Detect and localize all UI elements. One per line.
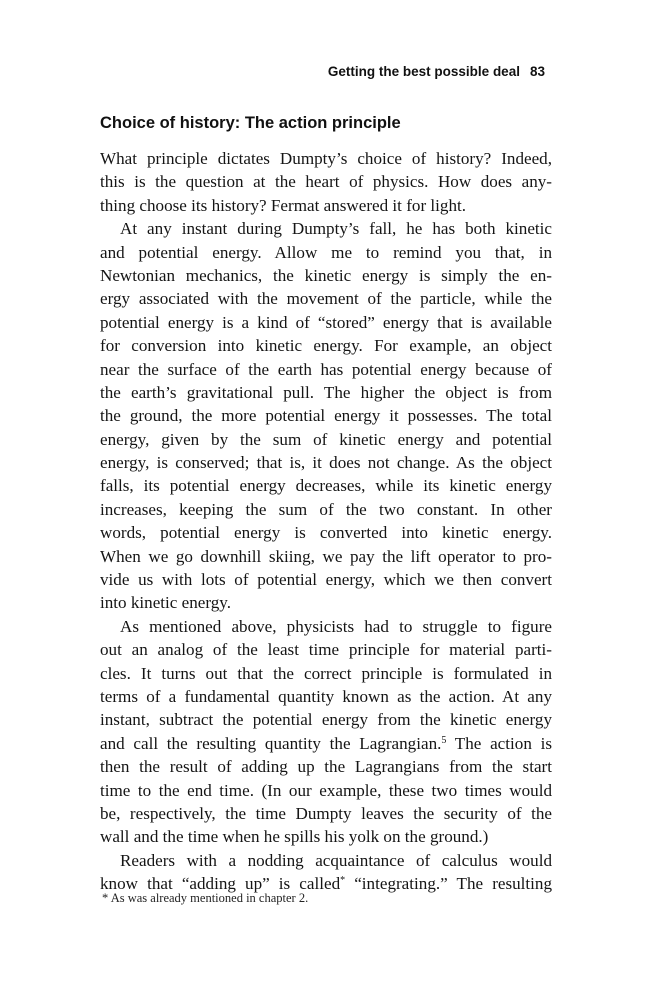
text-line bbox=[100, 217, 552, 240]
text-line-content: wall and the time when he spills his yolk on the ground.) bbox=[100, 827, 489, 847]
text-line-content: potential energy is a kind of “stored” energy that is available bbox=[100, 312, 552, 332]
text-line-content: and call the resulting quantity the Lagrangian. bbox=[100, 733, 442, 753]
text-line-content: Newtonian mechanics, the kinetic energy is simply the en- bbox=[100, 265, 552, 285]
text-line bbox=[100, 264, 552, 287]
text-line bbox=[100, 451, 552, 474]
text-line-content: and potential energy. Allow me to remind you that, in bbox=[100, 242, 552, 262]
text-line-content: instant, subtract the potential energy from the kinetic energy bbox=[100, 710, 552, 730]
text-line bbox=[100, 147, 552, 170]
text-line bbox=[100, 779, 552, 802]
text-line-content: cles. It turns out that the correct principle is formulated in bbox=[100, 663, 552, 683]
page-number: 83 bbox=[529, 64, 545, 79]
text-line-content: At any instant during Dumpty’s fall, he has both kinetic bbox=[120, 219, 552, 239]
text-line-content: As mentioned above, physicists had to struggle to figure bbox=[120, 616, 552, 636]
text-line-content: know that “adding up” is called bbox=[100, 874, 341, 894]
text-line bbox=[100, 474, 552, 497]
text-line-content: near the surface of the earth has potential energy because of bbox=[100, 359, 552, 379]
text-line bbox=[100, 334, 552, 357]
text-line-content: words, potential energy is converted into kinetic energy. bbox=[100, 523, 552, 543]
text-line-content: What principle dictates Dumpty’s choice of history? Indeed, bbox=[100, 149, 552, 168]
text-line-content: time to the end time. (In our example, these two times would bbox=[100, 780, 552, 800]
text-line-content: be, respectively, the time Dumpty leaves the security of the bbox=[100, 803, 552, 823]
note-reference: * bbox=[340, 875, 346, 887]
text-line bbox=[100, 170, 552, 193]
text-line bbox=[100, 194, 552, 217]
text-line-tail: “integrating.” The resulting bbox=[345, 874, 553, 894]
text-line bbox=[100, 287, 552, 310]
text-line-content: energy, given by the sum of kinetic energy and potential bbox=[100, 429, 552, 449]
text-line-content: this is the question at the heart of physics. How does any- bbox=[100, 172, 552, 192]
text-line bbox=[100, 825, 552, 848]
text-line bbox=[100, 498, 552, 521]
text-line-content: Readers with a nodding acquaintance of calculus would bbox=[120, 850, 552, 870]
text-line bbox=[100, 381, 552, 404]
section-heading: Choice of history: The action principle bbox=[100, 114, 401, 132]
text-line bbox=[100, 591, 552, 614]
text-line-content: into kinetic energy. bbox=[100, 593, 232, 613]
text-line bbox=[100, 358, 552, 381]
text-line bbox=[100, 311, 552, 334]
text-line-content: out an analog of the least time principle for material parti- bbox=[100, 640, 552, 660]
footnote-text: As was already mentioned in chapter 2. bbox=[110, 891, 309, 905]
note-reference: 5 bbox=[441, 734, 447, 746]
text-line bbox=[100, 545, 552, 568]
text-line bbox=[100, 732, 552, 755]
text-line bbox=[100, 568, 552, 591]
running-head-title: Getting the best possible deal bbox=[327, 64, 520, 79]
text-line bbox=[100, 708, 552, 731]
text-line bbox=[100, 241, 552, 264]
text-line bbox=[100, 755, 552, 778]
text-line bbox=[100, 404, 552, 427]
text-line-content: the ground, the more potential energy it possesses. The total bbox=[100, 406, 552, 426]
text-line bbox=[100, 615, 552, 638]
text-line-content: When we go downhill skiing, we pay the lift operator to pro- bbox=[100, 546, 552, 566]
text-line bbox=[100, 638, 552, 661]
body-text bbox=[100, 147, 552, 896]
text-line-content: ergy associated with the movement of the particle, while the bbox=[100, 289, 552, 309]
text-line-content: vide us with lots of potential energy, which we then convert bbox=[100, 570, 552, 590]
text-line-content: falls, its potential energy decreases, while its kinetic energy bbox=[100, 476, 552, 496]
text-line-content: energy, is conserved; that is, it does not change. As the object bbox=[100, 453, 552, 473]
text-line-content: increases, keeping the sum of the two constant. In other bbox=[100, 499, 552, 519]
footnote-marker: * bbox=[102, 891, 109, 905]
text-line-content: thing choose its history? Fermat answered it for light. bbox=[100, 195, 467, 215]
text-line-tail: The action is bbox=[446, 733, 552, 753]
text-line bbox=[100, 685, 552, 708]
text-line bbox=[100, 662, 552, 685]
text-line-content: for conversion into kinetic energy. For example, an object bbox=[100, 336, 552, 356]
text-line-content: the earth’s gravitational pull. The higher the object is from bbox=[100, 382, 552, 402]
text-line bbox=[100, 849, 552, 872]
footnote bbox=[102, 891, 308, 906]
text-line-content: terms of a fundamental quantity known as the action. At any bbox=[100, 686, 552, 706]
text-line bbox=[100, 802, 552, 825]
text-line bbox=[100, 521, 552, 544]
text-line bbox=[100, 428, 552, 451]
running-head bbox=[328, 64, 545, 79]
text-line-content: then the result of adding up the Lagrangians from the start bbox=[100, 757, 552, 777]
